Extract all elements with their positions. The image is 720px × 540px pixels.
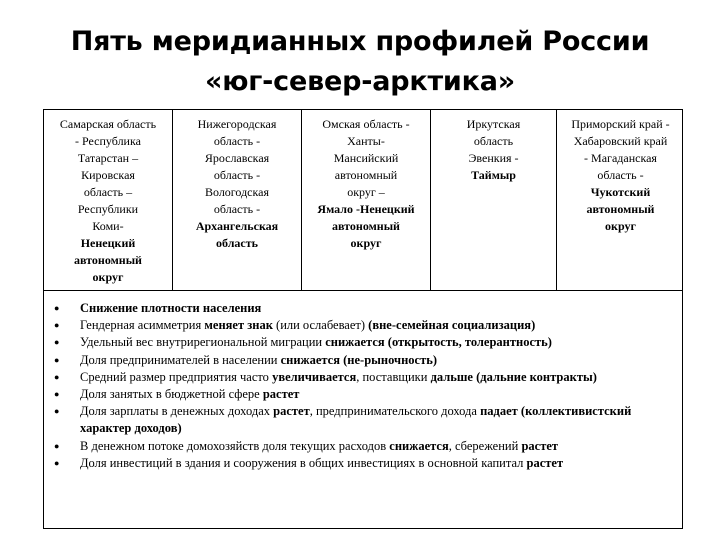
trend-segment: Доля занятых в бюджетной сфере (80, 387, 263, 402)
region-line: Нижегородская (197, 117, 277, 131)
region-line: область - (213, 134, 261, 148)
region-line: округ (605, 219, 636, 233)
region-line: Вологодская (204, 185, 270, 199)
region-line: Ямало -Ненецкий (317, 202, 415, 216)
trend-text (80, 301, 261, 315)
trend-emphasis: увеличивается (272, 369, 357, 384)
trend-segment: Удельный вес внутрирегиональной миграции (80, 335, 326, 350)
trend-segment: Доля зарплаты в денежных доходах (80, 404, 274, 419)
trend-item (44, 352, 684, 369)
trend-item (44, 386, 684, 403)
region-line: автономный (586, 202, 655, 216)
trend-text (80, 387, 299, 401)
trend-emphasis: (не-рыночность) (343, 352, 438, 367)
trends-list (44, 300, 684, 472)
slide-title (0, 22, 720, 102)
trend-segment: В денежном потоке домохозяйств доля текущих расходов (80, 438, 390, 453)
trend-item (44, 455, 684, 472)
region-line: Хабаровский край (573, 134, 668, 148)
bullet-icon: ● (54, 457, 60, 468)
region-line: Республики (77, 202, 139, 216)
trend-text (80, 370, 597, 384)
region-line: Самарская область (59, 117, 157, 131)
region-line: Иркутская (466, 117, 521, 131)
profile-column-3 (304, 116, 428, 252)
trend-text (80, 439, 558, 453)
column-divider (172, 110, 173, 290)
profile-column-4 (433, 116, 554, 184)
bullet-icon: ● (54, 389, 60, 400)
region-line: область – (83, 185, 133, 199)
trend-emphasis: снижается (389, 438, 449, 453)
region-line: Ненецкий (80, 236, 136, 250)
trend-segment: Доля инвестиций в здания и сооружения в общих инвестициях в основной капитал (80, 455, 527, 470)
trend-segment: (или ослабевает) (272, 318, 369, 333)
trend-emphasis: Снижение плотности населения (80, 301, 262, 315)
region-line: Ярославская (204, 151, 270, 165)
trend-item (44, 403, 684, 437)
region-line: область (473, 134, 514, 148)
trend-segment: , поставщики (356, 369, 431, 384)
region-line: область - (213, 202, 261, 216)
trend-item (44, 334, 684, 351)
bullet-icon: ● (54, 406, 60, 417)
trend-emphasis: растет (526, 455, 564, 470)
region-line: автономный (332, 219, 400, 233)
title-line-1: Пять меридианных профилей России (70, 26, 650, 57)
bullet-icon: ● (54, 371, 60, 382)
column-divider (430, 110, 431, 290)
trend-emphasis: (открытость, толерантность) (387, 335, 552, 350)
trend-emphasis: (вне-семейная социализация) (368, 318, 536, 333)
region-line: область - (213, 168, 261, 182)
column-divider (556, 110, 557, 290)
trend-segment: Гендерная асимметрия (80, 318, 205, 333)
trend-emphasis: меняет знак (204, 318, 273, 333)
trend-emphasis: снижается (325, 335, 385, 350)
trend-text (80, 353, 437, 367)
trend-text (80, 404, 631, 435)
region-line: округ – (347, 185, 385, 199)
trend-segment: , предпринимательского дохода (309, 404, 481, 419)
region-line: автономный (334, 168, 398, 182)
region-line: Архангельская (195, 219, 279, 233)
trend-segment: Доля предпринимателей в населении (80, 352, 281, 367)
region-line: - Магаданская (584, 151, 657, 165)
region-line: Чукотский (590, 185, 651, 199)
profiles-table (43, 109, 683, 529)
trend-segment: Средний размер предприятия часто (80, 369, 273, 384)
profile-column-1 (46, 116, 170, 286)
bullet-icon: ● (54, 320, 60, 331)
region-line: Татарстан – (77, 151, 139, 165)
column-divider (301, 110, 302, 290)
trend-emphasis: растет (273, 404, 310, 419)
trend-item (44, 438, 684, 455)
region-line: автономный (74, 253, 142, 267)
trend-emphasis: растет (521, 438, 559, 453)
trend-emphasis: растет (262, 387, 300, 402)
region-line: область - (597, 168, 644, 182)
region-line: область (216, 236, 258, 250)
trend-emphasis: падает (коллективистский характер доходов) (80, 404, 632, 436)
row-divider (44, 290, 682, 291)
region-line: Ханты- (347, 134, 385, 148)
trend-item (44, 317, 684, 334)
trend-text (80, 318, 535, 332)
trend-item (44, 369, 684, 386)
trend-segment: , сбережений (448, 438, 522, 453)
region-line: Коми- (92, 219, 124, 233)
title-line-2: «юг-север-арктика» (204, 66, 516, 97)
trend-emphasis: дальше (дальние контракты) (430, 369, 597, 384)
profile-column-2 (175, 116, 299, 252)
trend-text (80, 335, 552, 349)
region-line: Мансийский (333, 151, 399, 165)
profile-column-5 (559, 116, 682, 235)
bullet-icon: ● (54, 337, 60, 348)
bullet-icon: ● (54, 354, 60, 365)
trend-item (44, 300, 684, 317)
region-line: Приморский край - (571, 117, 670, 131)
bullet-icon: ● (54, 440, 60, 451)
trend-emphasis: снижается (280, 352, 340, 367)
region-line: Омская область - (322, 117, 410, 131)
region-line: Кировская (81, 168, 135, 182)
trend-text (80, 456, 563, 470)
region-line: округ (92, 270, 124, 284)
region-line: округ (350, 236, 382, 250)
region-line: Эвенкия - (468, 151, 519, 165)
bullet-icon: ● (54, 303, 60, 313)
region-line: - Республика (75, 134, 141, 148)
region-line: Таймыр (471, 168, 516, 182)
